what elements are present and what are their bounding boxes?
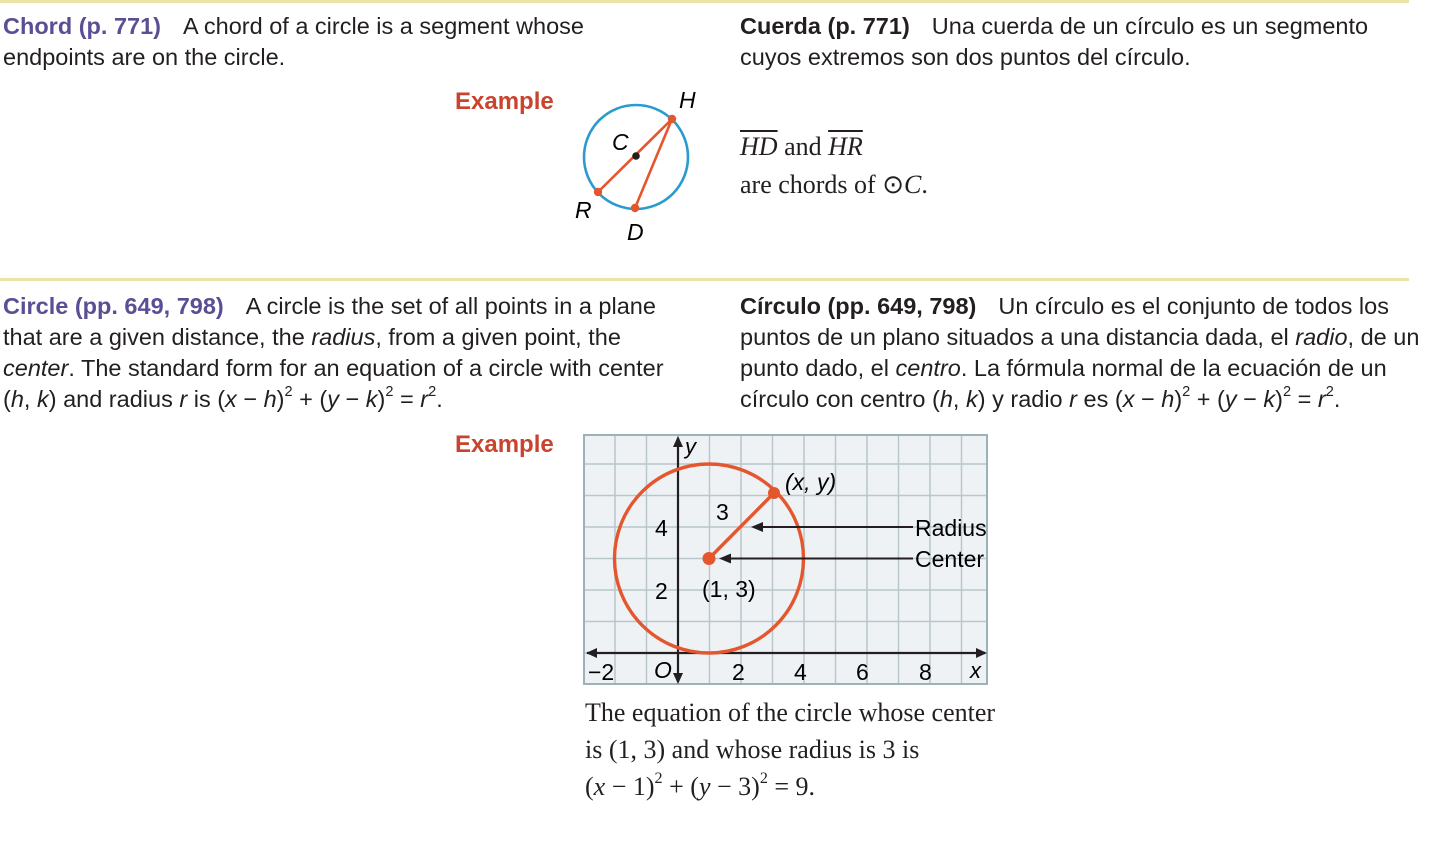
- caption-line2: is (1, 3) and whose radius is 3 is: [585, 735, 920, 764]
- eq-m3: − 3): [710, 772, 760, 801]
- formula-eq-es: =: [1291, 386, 1318, 412]
- formula-plus-es: + (: [1190, 386, 1225, 412]
- chord-text-en: A chord of a circle is a segment whose endpoints are on the circle.: [3, 13, 584, 70]
- formula-x-en: x: [225, 386, 237, 412]
- caption-line1: The equation of the circle whose center: [585, 698, 996, 727]
- formula-close2-es: ): [1275, 386, 1283, 412]
- circle-text-es-c: . La fórmula normal de la ecuación de un círculo con centro (: [740, 355, 1387, 412]
- point-d: [631, 204, 639, 212]
- formula-sq1-es: 2: [1182, 384, 1191, 400]
- y-tick-4: 4: [655, 515, 668, 541]
- formula-sq3-en: 2: [428, 384, 437, 400]
- point-c: [632, 152, 640, 160]
- point-xy: [768, 487, 780, 499]
- circle-graph: [583, 434, 989, 686]
- chord-note-line1: [740, 128, 928, 166]
- chord-definition-en: [3, 11, 663, 73]
- eq-sq1: 2: [654, 769, 663, 787]
- x-tick-6: 6: [856, 659, 869, 685]
- formula-k-es: k: [1263, 386, 1276, 412]
- formula-r-en: r: [420, 386, 429, 412]
- center-callout-label: Center: [915, 546, 985, 572]
- circle-name: C: [904, 170, 922, 199]
- radius-callout-label: Radius: [915, 515, 987, 541]
- formula-close1-en: ): [276, 386, 285, 412]
- formula-minus2-en: −: [338, 386, 366, 412]
- var-r-en: r: [179, 386, 188, 412]
- eq-m1: − 1): [605, 772, 655, 801]
- label-c: C: [612, 129, 629, 155]
- circle-text-es-a: Un círculo es el conjunto de todos los puntos de un plano situados a una distancia dada, el: [740, 293, 1389, 350]
- x-tick-8: 8: [919, 659, 932, 685]
- formula-minus1-en: −: [236, 386, 264, 412]
- top-divider: [0, 0, 1409, 3]
- eq-sq2: 2: [759, 769, 768, 787]
- formula-eq-en: =: [393, 386, 421, 412]
- caption-equation: [585, 768, 1105, 805]
- circle-text-en-e: is (: [187, 386, 226, 412]
- note-period: .: [921, 170, 928, 199]
- formula-k-en: k: [365, 386, 378, 412]
- comma-en: ,: [23, 386, 37, 412]
- em-center-en: center: [3, 355, 69, 381]
- chord-text-es: Una cuerda de un círculo es un segmento cuyos extremos son dos puntos del círculo.: [740, 13, 1369, 70]
- segment-hr: $\overline{HR}$: [828, 132, 863, 161]
- formula-h-en: h: [263, 386, 277, 412]
- chord-definition-es: [740, 11, 1410, 73]
- center-point: [703, 552, 716, 565]
- formula-y-en: y: [327, 386, 339, 412]
- formula-minus2-es: −: [1236, 386, 1264, 412]
- circle-text-en-d: ) and radius: [48, 386, 180, 412]
- formula-y-es: y: [1224, 386, 1237, 412]
- var-k-es: k: [965, 386, 978, 412]
- var-r-es: r: [1069, 386, 1077, 412]
- var-h-es: h: [939, 386, 953, 412]
- formula-end-en: .: [436, 386, 443, 412]
- formula-sq3-es: 2: [1325, 384, 1334, 400]
- circle-text-en-a: A circle is the set of all points in a plane that are a given distance, the: [3, 293, 656, 350]
- x-tick-4: 4: [794, 659, 807, 685]
- em-radius-en: radius: [311, 324, 376, 350]
- chord-hd: [635, 119, 672, 208]
- comma-es: ,: [952, 386, 966, 412]
- chord-diagram: [565, 80, 725, 250]
- formula-sq2-en: 2: [385, 384, 394, 400]
- circle-example-caption: [585, 694, 1105, 805]
- circle-term-en: Circle (pp. 649, 798): [3, 293, 224, 319]
- eq-result: = 9.: [767, 772, 816, 801]
- label-origin: O: [654, 657, 672, 683]
- x-tick-2: 2: [732, 659, 745, 685]
- note-prefix: are chords of: [740, 170, 883, 199]
- chord-note-line2: [740, 166, 928, 204]
- formula-end-es: .: [1333, 386, 1341, 412]
- y-tick-2: 2: [655, 578, 668, 604]
- em-radius-es: radio: [1295, 324, 1348, 350]
- chord-term-en: Chord (p. 771): [3, 13, 161, 39]
- x-tick-neg2: −2: [588, 659, 615, 685]
- formula-plus-en: + (: [292, 386, 328, 412]
- formula-close1-es: ): [1174, 386, 1183, 412]
- circle-text-en-b: , from a given point, the: [375, 324, 621, 350]
- point-r: [594, 188, 602, 196]
- formula-sq2-es: 2: [1283, 384, 1292, 400]
- eq-plus: + (: [662, 772, 699, 801]
- var-h-en: h: [10, 386, 24, 412]
- point-xy-text: (x, y): [785, 469, 837, 495]
- middle-divider: [0, 278, 1409, 281]
- label-x-axis: x: [970, 658, 981, 683]
- point-xy-label: [785, 469, 836, 495]
- chord-term-es: Cuerda (p. 771): [740, 13, 910, 39]
- eq-open: (: [585, 772, 594, 801]
- circle-symbol: ⊙: [882, 170, 905, 199]
- formula-sq1-en: 2: [284, 384, 293, 400]
- circle-term-es: Círculo (pp. 649, 798): [740, 293, 977, 319]
- circle-definition-en: [3, 291, 693, 415]
- formula-x-es: x: [1122, 386, 1135, 412]
- circle-definition-es: [740, 291, 1430, 415]
- chord-example-note: [740, 128, 928, 204]
- and-word: and: [784, 132, 822, 161]
- label-d: D: [627, 219, 644, 245]
- circle-text-en-c: . The standard form for an equation of a circle with center (: [3, 355, 664, 412]
- label-r: R: [575, 197, 592, 223]
- var-k-en: k: [36, 386, 49, 412]
- formula-h-es: h: [1161, 386, 1175, 412]
- label-y-axis: y: [685, 434, 696, 459]
- point-h: [668, 115, 676, 123]
- circle-text-es-b: , de un punto dado, el: [740, 324, 1420, 381]
- em-center-es: centro: [895, 355, 961, 381]
- chord-example-label: Example: [455, 88, 554, 115]
- eq-y: y: [698, 772, 711, 801]
- label-h: H: [679, 87, 696, 113]
- eq-x: x: [593, 772, 606, 801]
- formula-r-es: r: [1317, 386, 1326, 412]
- segment-hd: $\overline{HD}$: [740, 132, 778, 161]
- circle-text-es-d: ) y radio: [977, 386, 1070, 412]
- formula-close2-en: ): [377, 386, 386, 412]
- formula-minus1-es: −: [1134, 386, 1162, 412]
- circle-example-label: Example: [455, 431, 554, 458]
- center-coord-label: (1, 3): [702, 576, 756, 602]
- circle-text-es-e: es (: [1076, 386, 1123, 412]
- radius-value-label: 3: [716, 499, 729, 525]
